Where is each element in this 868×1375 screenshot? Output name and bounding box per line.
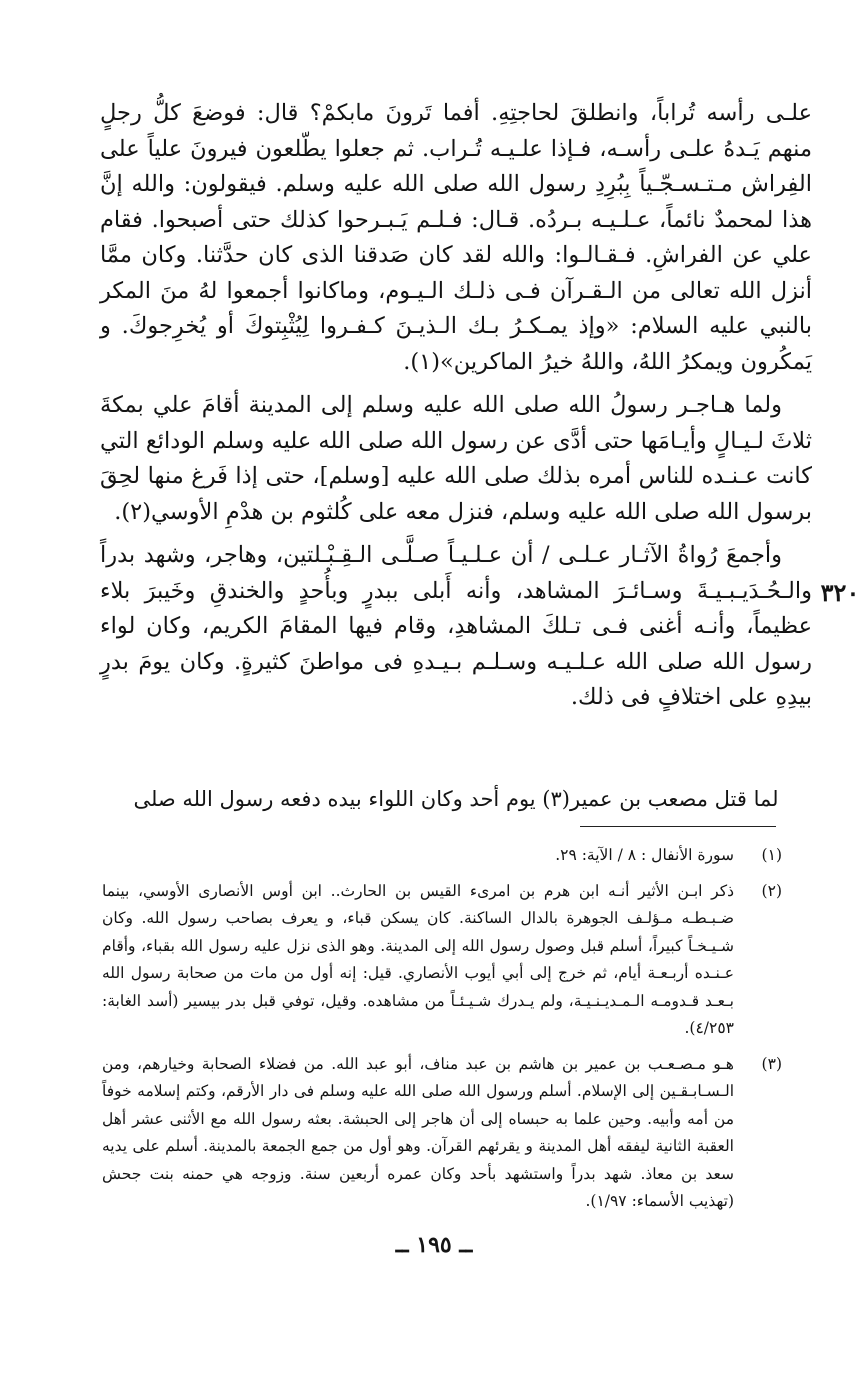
footnote-3 — [102, 1051, 782, 1216]
footnote-number: (١) — [761, 846, 782, 864]
continuation-line: لما قتل مصعب بن عمير(٣) يوم أحد وكان اللواء بيده دفعه رسول الله صلى — [133, 787, 779, 811]
paragraph-2: ولما هـاجـر رسولُ الله صلى الله عليه وسلم إلى المدينة أقامَ علي بمكةَ ثلاثَ لـيـالٍ وأيـامَها حتى أدَّى عن رسول الله صلى الله عليه وسلم الودائع التي كانت عـنـده للناس أمره بذلك صلى الله عليه [وسلم]، حتى إذا فَرغ منها لحِقَ برسول الله صلى الله عليه وسلم، فنزل معه على كُلثوم بن هدْمِ الأوسي(٢). — [100, 392, 812, 525]
footnote-1 — [102, 842, 782, 870]
paragraph-3: وأجمعَ رُواةُ الآثـار عـلـى / أن عـلـيـاً صـلَّـى الـقِـبْـلتين، وهاجر، وشهد بدراً والـحُـدَيـبـيـةَ وسـائـرَ المشاهد، وأنه أَبلى ببدرٍ وبأُحدٍ والخندقِ وخَيبرَ بلاء عظيماً، وأنـه أغنى فـى تـلكَ المشاهدِ، وقام فيها المقامَ الكريم، وكان لواء رسول الله صلى الله عـلـيـه وسـلـم بـيـدهِ فى مواطنَ كثيرةٍ. وكان يومَ بدرٍ بيدِهِ على اختلافٍ فى ذلك. — [100, 542, 812, 710]
main-text — [100, 96, 812, 716]
page-number: ــ ١٩٥ ــ — [395, 1232, 473, 1258]
footnote-number: (٢) — [761, 881, 782, 900]
footnote-text: ذكر ابـن الأثير أنـه ابن هرم بن امرىء القيس بن الحارث.. ابن أوس الأنصارى الأوسي، بينما ضـبـطـه مـؤلـف الجوهرة بالدال الساكنة. كان يسكن قباء، و يعرف بصاحب رسول الله. وكان شـيـخـاً كبيراً، أسلم قبل وصول رسول الله إلى المدينة. وهو الذى نزل عليه رسول الله بقباء، وأقام عـنـده أربـعـة أيام، ثم خرج إلى أبي أيوب الأنصاري. قيل: إنه أول من مات من صحابة رسول الله بـعـد قـدومـه الـمـديـنـيـة، ولم يـدرك شـيـئـاً من مشاهده. وقيل، توفي قبل بدر بيسير (أسد الغابة: ٤/٢٥٣). — [102, 881, 734, 1037]
footnote-number: (٣) — [761, 1054, 782, 1073]
footnote-text: هـو مـصـعـب بن عمير بن هاشم بن عبد مناف، أبو عبد الله. من فضلاء الصحابة وخيارهم، ومن الـسـابـقـين إلى الإسلام. أسلم ورسول الله صلى الله عليه وسلم فى دار الأرقم، وكتم إسلامه خوفاً من أمه وأبيه. وحين علما به حبساه إلى أن هاجر إلى الحبشة. بعثه رسول الله مع الأثنى عشر أهل العقبة الثانية ليفقه أهل المدينة و يقرئهم القرآن. وهو أول من جمع الجمعة بالمدينة. أسلم على يديه سعد بن معاذ. شهد بدراً واستشهد بأحد وكان عمره أربعين سنة. وزوجه هي حمنه بنت جحش (تهذيب الأسماء: ١/٩٧). — [102, 1054, 734, 1210]
paragraph-1: علـى رأسه تُراباً، وانطلقَ لحاجتِهِ. أفما تَرونَ مابكمْ؟ قال: فوضعَ كلُّ رجلٍ منهم يَـدهُ علـى رأسـه، فـإذا علـيـه تُـراب. ثم جعلوا يطّلعون فيرونَ علياً على الفِراش مـتـسـجّـياً بِبُرِدِ رسول الله صلى الله عليه وسلم. فيقولون: والله إنَّ هذا لمحمدٌ نائماً، عـلـيـه بـردُه. قـال: فـلـم يَـبـرحوا كذلك حتى أصبحوا. فقام علي عن الفراشِ. فـقـالـوا: والله لقد كان صَدقنا الذى كان حدَّثنا. وكان ممَّا أنزل الله تعالى من الـقـرآن فـى ذلـك الـيـوم، وماكانوا أجمعوا لهُ منَ المكر بالنبي عليه السلام: «وإذ يمـكـرُ بـك الـذيـنَ كـفـروا لِيُثْبِتوكَ أو يُخرِجوكَ. و يَمكُرون ويمكرُ اللهُ، واللهُ خيرُ الماكرين»(١). — [100, 100, 812, 375]
footnote-2 — [102, 878, 782, 1043]
footnote-divider — [580, 826, 776, 827]
footnotes — [102, 842, 782, 1224]
footnote-text: سورة الأنفال : ٨ / الآية: ٢٩. — [555, 846, 734, 864]
margin-page-number: ٣٢٠ — [820, 578, 860, 607]
